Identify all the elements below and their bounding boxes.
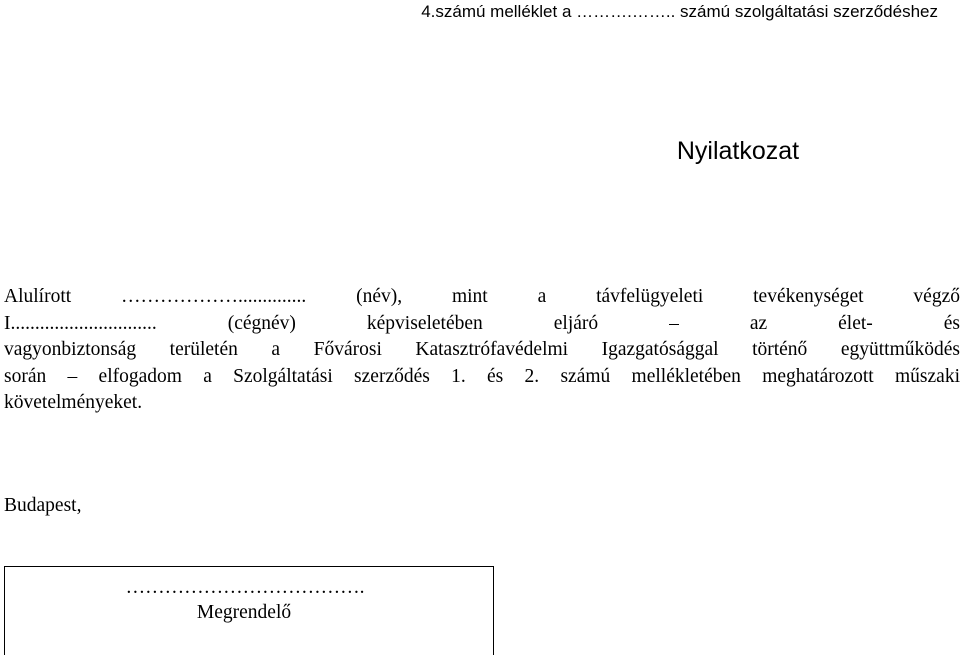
signatory-role: Megrendelő	[196, 602, 292, 623]
annex-note: 4.számú melléklet a ……….…….. számú szolgáltatási szerződéshez	[421, 2, 938, 21]
place-of-signing: Budapest,	[4, 495, 82, 516]
statement-line: I.............................. (cégnév) képviseletében eljáró – az élet- és	[4, 312, 960, 334]
statement-line: Alulírott ……………….............. (név), mint a távfelügyeleti tevékenységet végző	[4, 286, 960, 307]
statement-paragraph	[4, 284, 960, 417]
statement-line: során – elfogadom a Szolgáltatási szerződés 1. és 2. számú mellékletében meghatározott műszaki	[4, 365, 960, 387]
signature-line: ……………………………….	[125, 577, 365, 598]
signature-box	[4, 566, 494, 655]
statement-line: követelményeket.	[4, 392, 143, 414]
statement-line: vagyonbiztonság területén a Fővárosi Katasztrófavédelmi Igazgatósággal történő együttműködés	[4, 339, 960, 361]
document-title: Nyilatkozat	[676, 137, 800, 165]
